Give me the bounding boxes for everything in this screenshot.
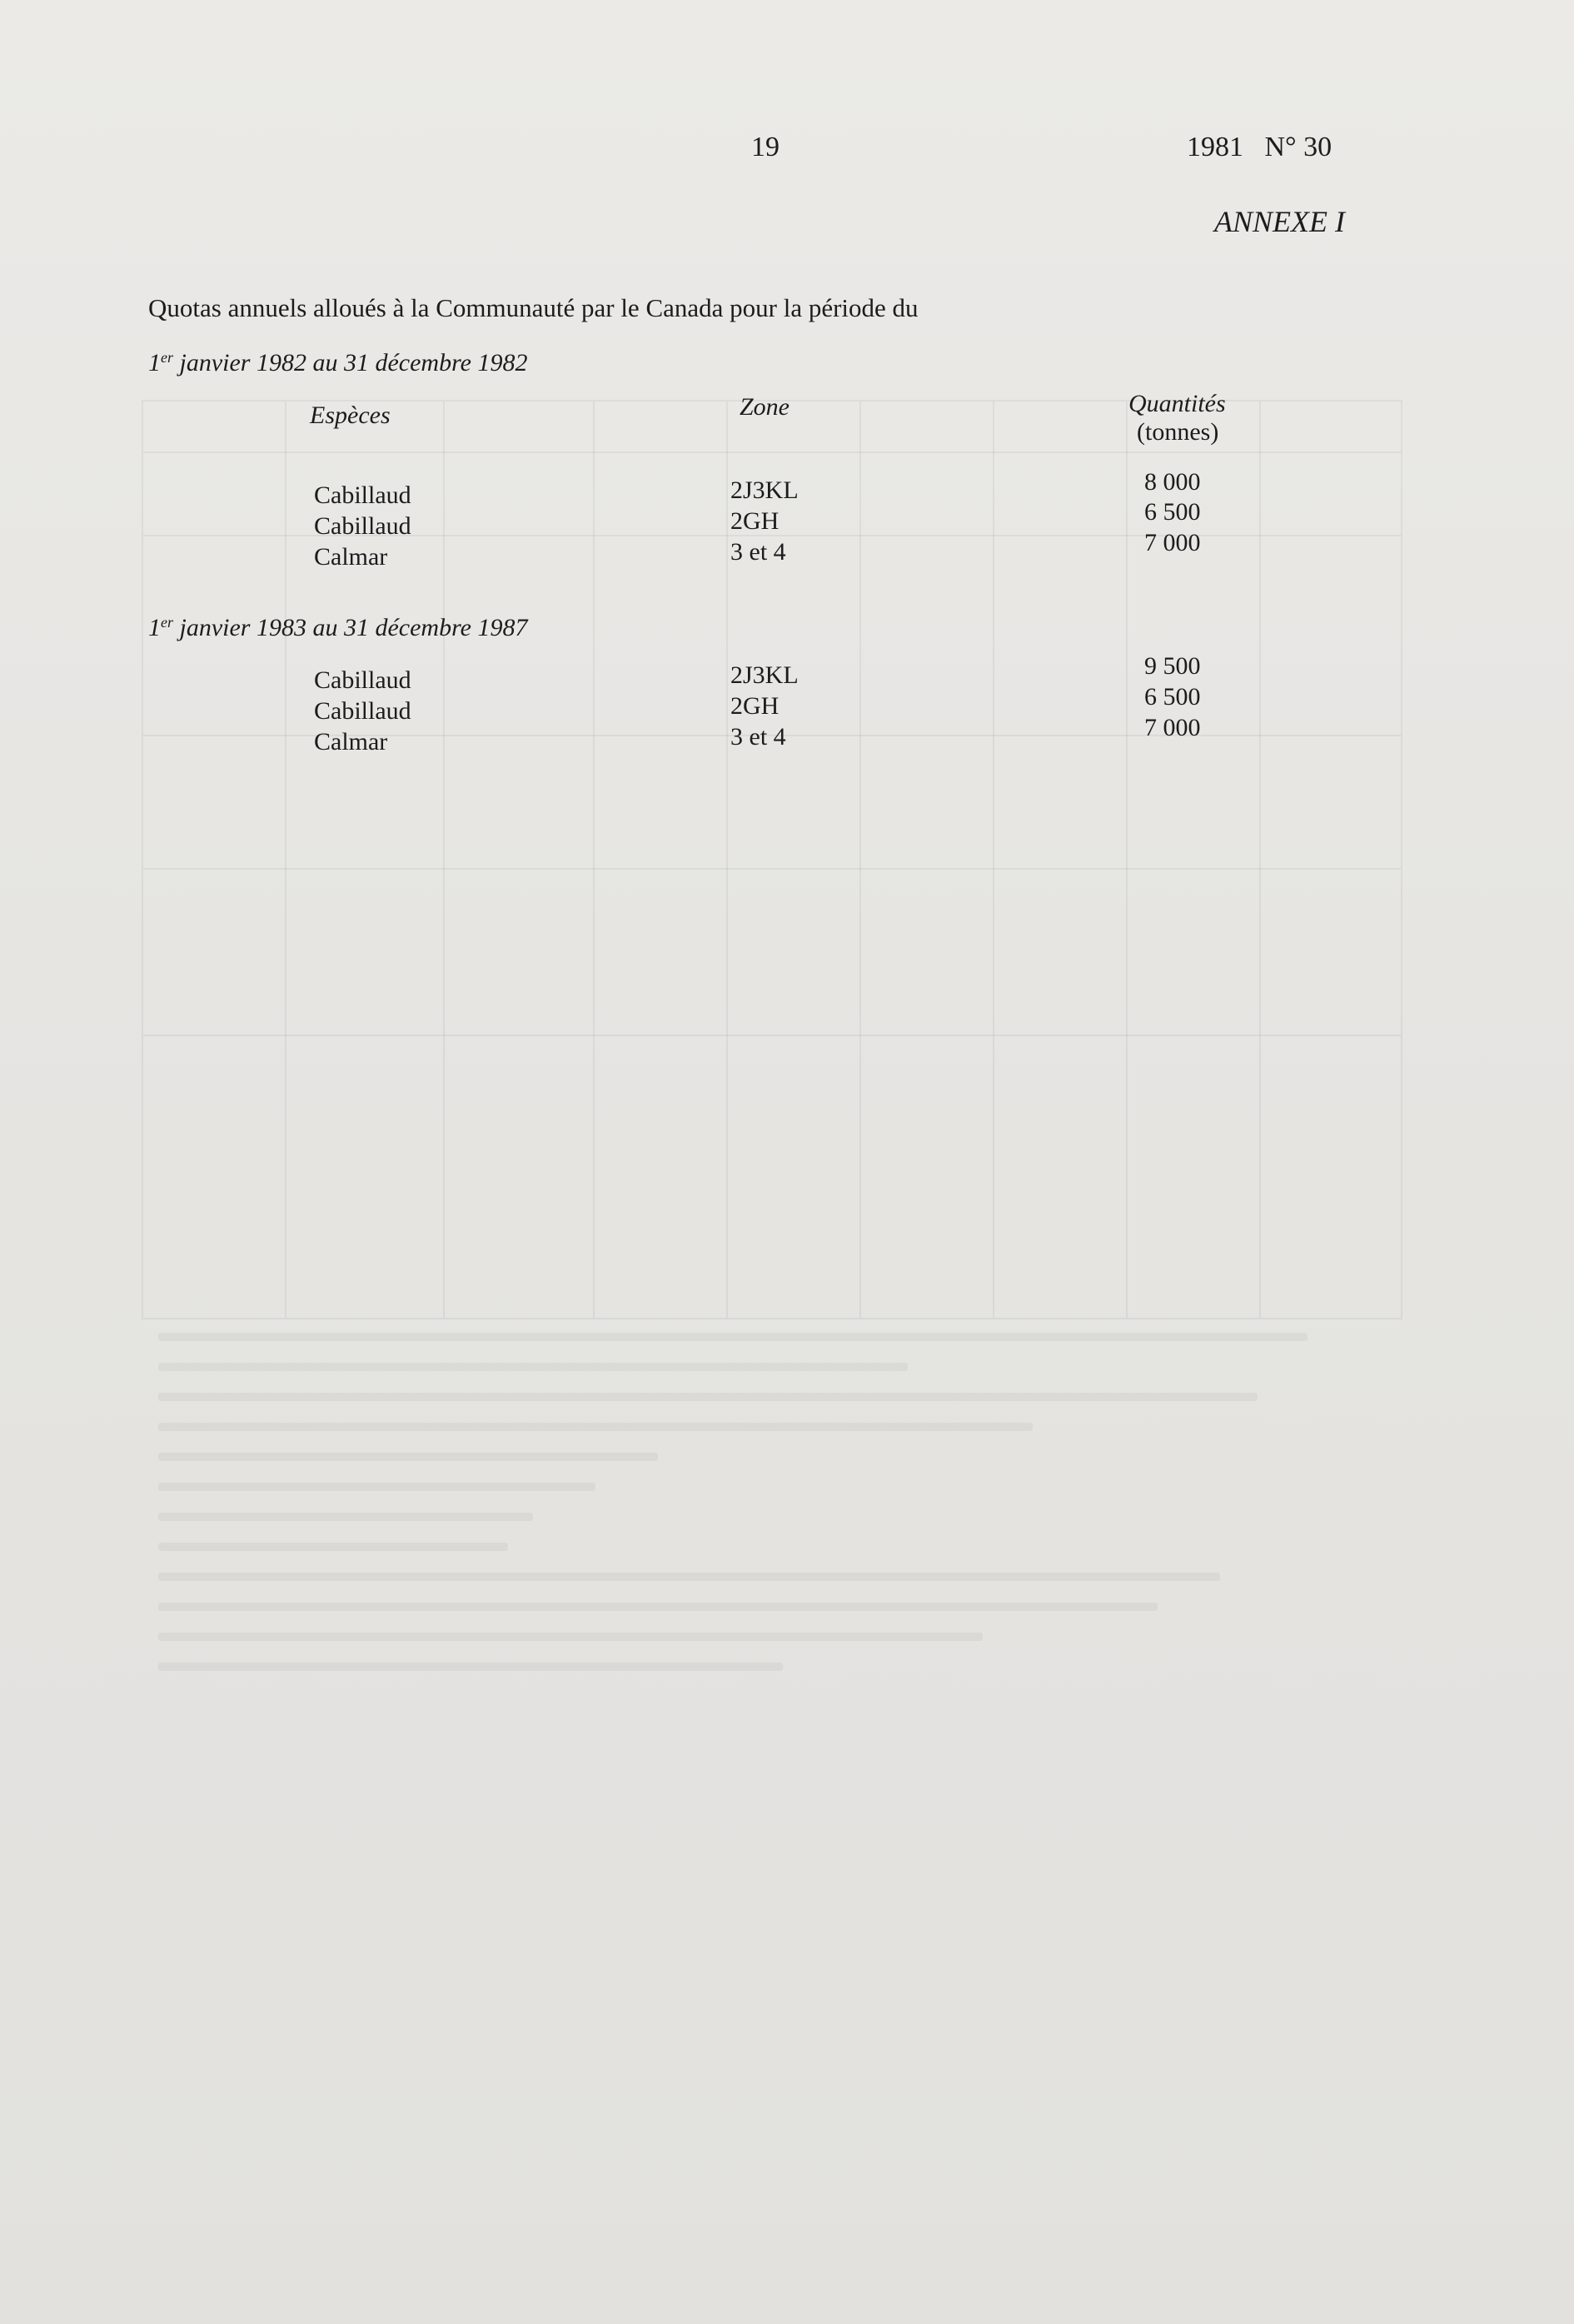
table-row-species: Cabillaud (314, 697, 411, 725)
page-number: 19 (751, 132, 780, 162)
journal-reference: 1981 N° 30 (1187, 132, 1332, 162)
period-heading-2: 1er janvier 1983 au 31 décembre 1987 (148, 614, 528, 641)
table-row-quantity: 6 500 (1144, 498, 1201, 526)
bleed-through-footnotes (158, 1333, 1407, 1916)
column-header-zone: Zone (740, 393, 789, 421)
column-header-species: Espèces (310, 401, 391, 429)
table-row-zone: 3 et 4 (730, 723, 786, 751)
table-row-zone: 2J3KL (730, 476, 799, 504)
column-header-quantity: Quantités (1128, 390, 1226, 417)
column-header-quantity-unit: (tonnes) (1137, 418, 1219, 446)
table-row-species: Cabillaud (314, 666, 411, 694)
table-row-zone: 2GH (730, 507, 780, 535)
intro-text: Quotas annuels alloués à la Communauté par le Canada pour la période du (148, 293, 919, 322)
table-row-species: Calmar (314, 728, 388, 756)
table-row-zone: 3 et 4 (730, 538, 786, 566)
table-row-species: Cabillaud (314, 481, 411, 509)
table-row-quantity: 7 000 (1144, 714, 1201, 741)
table-row-zone: 2J3KL (730, 661, 799, 689)
table-row-quantity: 6 500 (1144, 683, 1201, 711)
table-row-species: Calmar (314, 543, 388, 571)
period-heading-1: 1er janvier 1982 au 31 décembre 1982 (148, 349, 528, 377)
table-row-quantity: 9 500 (1144, 652, 1201, 680)
table-row-quantity: 8 000 (1144, 468, 1201, 496)
table-row-zone: 2GH (730, 692, 780, 720)
annex-title: ANNEXE I (1214, 205, 1345, 238)
table-row-species: Cabillaud (314, 512, 411, 540)
table-row-quantity: 7 000 (1144, 529, 1201, 556)
